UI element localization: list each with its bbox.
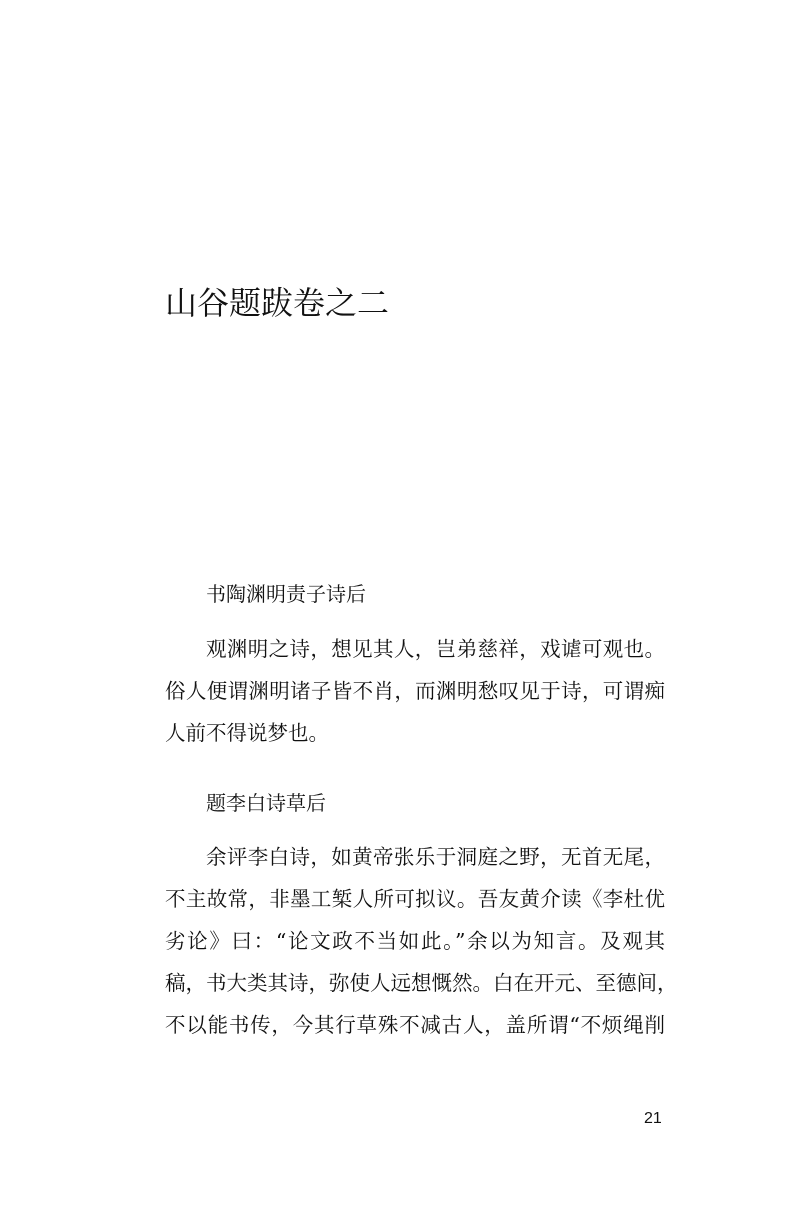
paragraph-line: 人前不得说梦也。 — [165, 721, 329, 745]
paragraph-line: 不主故常，非墨工椠人所可拟议。吾友黄介读《李杜优 — [165, 887, 665, 911]
section-heading-1: 书陶渊明责子诗后 — [206, 582, 366, 606]
paragraph-line: 劣论》曰：“论文政不当如此。”余以为知言。及观其 — [165, 929, 665, 953]
page-title: 山谷题跋卷之二 — [165, 284, 390, 322]
paragraph-line: 俗人便谓渊明诸子皆不肖，而渊明愁叹见于诗，可谓痴 — [165, 679, 665, 703]
paragraph-line: 余评李白诗，如黄帝张乐于洞庭之野，无首无尾， — [206, 845, 665, 869]
section-heading-2: 题李白诗草后 — [206, 791, 326, 815]
paragraph-line: 稿，书大类其诗，弥使人远想慨然。白在开元、至德间， — [165, 971, 678, 995]
paragraph-line: 不以能书传，今其行草殊不减古人，盖所谓“不烦绳削 — [165, 1013, 665, 1037]
page-number: 21 — [644, 1110, 662, 1127]
paragraph-line: 观渊明之诗，想见其人，岂弟慈祥，戏谑可观也。 — [206, 637, 665, 661]
